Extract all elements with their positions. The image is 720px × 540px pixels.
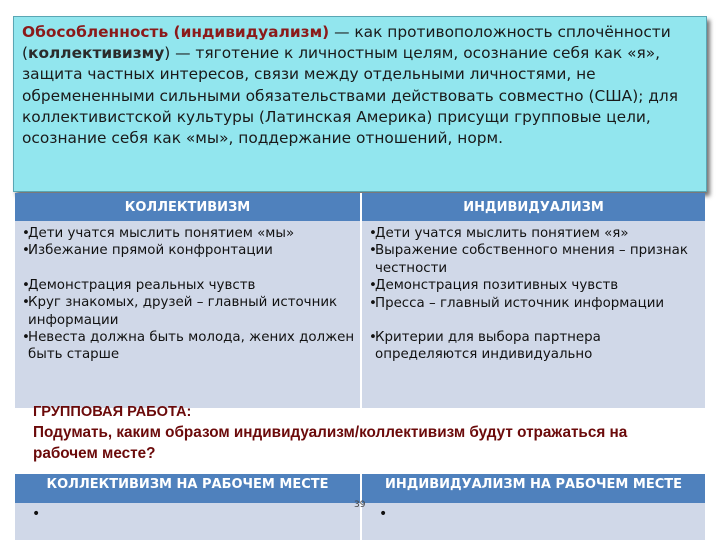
individualism-workplace-cell: • [361, 503, 705, 540]
header-individualism: ИНДИВИДУАЛИЗМ [361, 193, 705, 221]
header-collectivism: КОЛЛЕКТИВИЗМ [15, 193, 361, 221]
list-item: • Избежание прямой конфронтации [22, 243, 273, 259]
comparison-table-row [15, 221, 705, 408]
definition-text-part1: — как противоположность сплочённости ( [22, 23, 671, 63]
list-item: • Пресса – главный источник информации [369, 295, 665, 311]
collectivism-workplace-cell: • [15, 503, 361, 540]
list-item: • Выражение собственного мнения – признак честности [369, 243, 688, 276]
definition-box [13, 16, 707, 192]
list-item: • Невеста должна быть молода, жених должен быть старше [22, 330, 355, 363]
task-question: Подумать, каким образом индивидуализм/коллективизм будут отражаться на рабочем месте? [33, 424, 628, 462]
definition-term2: коллективизму [28, 44, 165, 63]
list-item: • Демонстрация реальных чувств [22, 277, 256, 293]
definition-term: Обособленность (индивидуализм) [22, 23, 330, 41]
list-item: • Круг знакомых, друзей – главный источник информации [22, 295, 338, 328]
definition-text-part2: ) — тяготение к личностным целям, осознание себя как «я», защита частных интересов, связи между отдельными личностями, не обремененными сильными обязательствами действовать совместно (США); для коллективистской культуры (Латинская Америка) присущи групповые цели, осознание себя как «мы», поддержание отношений, норм. [22, 44, 679, 148]
header-individualism-workplace: ИНДИВИДУАЛИЗМ НА РАБОЧЕМ МЕСТЕ [361, 474, 705, 503]
group-work-task [33, 402, 693, 464]
list-item: • Демонстрация позитивных чувств [369, 278, 619, 294]
collectivism-cell [15, 221, 361, 408]
list-item: • Критерии для выбора партнера определяются индивидуально [369, 330, 601, 363]
workplace-table-header-row [15, 474, 705, 503]
comparison-table [15, 193, 705, 408]
page-number: 39 [354, 500, 366, 510]
comparison-table-header-row [15, 193, 705, 221]
header-collectivism-workplace: КОЛЛЕКТИВИЗМ НА РАБОЧЕМ МЕСТЕ [15, 474, 361, 503]
list-item: • Дети учатся мыслить понятием «мы» [22, 226, 295, 241]
individualism-cell [361, 221, 705, 408]
list-item: • Дети учатся мыслить понятием «я» [369, 226, 629, 241]
task-heading: ГРУППОВАЯ РАБОТА: [33, 404, 192, 420]
